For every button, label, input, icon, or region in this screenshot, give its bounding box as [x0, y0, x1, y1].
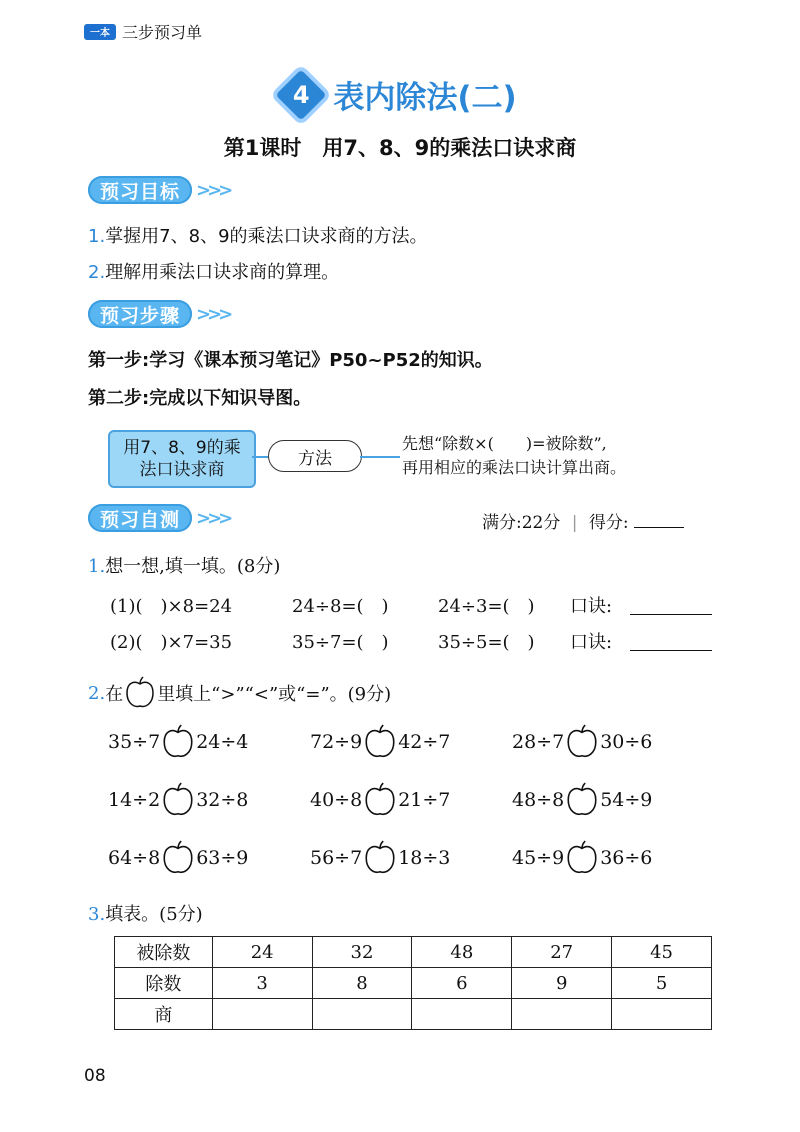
q1-title	[88, 552, 280, 578]
compare-right-expr: 18÷3	[398, 847, 451, 869]
chapter-title: 表内除法(二)	[333, 80, 517, 116]
mindmap-tip-line: 再用相应的乘法口诀计算出商。	[402, 458, 627, 477]
q1-text: 想一想,填一填。(8分)	[105, 556, 281, 577]
table-header-cell: 除数	[115, 968, 213, 999]
brand-text: 三步预习单	[122, 23, 203, 42]
compare-item	[108, 724, 248, 760]
chapter-number-badge	[276, 69, 327, 120]
compare-item	[512, 782, 652, 818]
table-cell: 32	[312, 937, 412, 968]
q3-title	[88, 900, 203, 926]
table-cell: 9	[512, 968, 612, 999]
compare-item	[108, 782, 248, 818]
table-cell: 6	[412, 968, 512, 999]
table-cell: 45	[612, 937, 712, 968]
q2-compare-grid	[108, 724, 708, 894]
compare-right-expr: 24÷4	[196, 731, 249, 753]
apple-outline-icon	[124, 676, 156, 710]
compare-item	[512, 724, 652, 760]
compare-item	[310, 724, 450, 760]
compare-right-expr: 30÷6	[600, 731, 653, 753]
q1-expr: 24÷3=( )	[438, 596, 535, 617]
score-box: 满分:22分 | 得分:	[482, 508, 684, 533]
apple-outline-icon[interactable]	[565, 724, 599, 760]
compare-left-expr: 40÷8	[310, 789, 363, 811]
apple-outline-icon[interactable]	[565, 840, 599, 876]
goal-number: 2.	[88, 262, 106, 283]
table-answer-cell[interactable]	[412, 999, 512, 1030]
lesson-title: 第1课时 用7、8、9的乘法口诀求商	[223, 136, 577, 160]
q3-table	[114, 936, 712, 1030]
compare-left-expr: 35÷7	[108, 731, 161, 753]
table-cell: 5	[612, 968, 712, 999]
compare-item	[310, 782, 450, 818]
q3-number: 3.	[88, 904, 106, 925]
got-score-label: 得分:	[588, 513, 629, 533]
brand-logo: 一本	[84, 24, 116, 40]
apple-outline-icon[interactable]	[161, 724, 195, 760]
q2-number: 2.	[88, 682, 106, 704]
mindmap-tip	[402, 432, 626, 480]
table-row	[115, 968, 712, 999]
compare-left-expr: 28÷7	[512, 731, 565, 753]
table-cell: 27	[512, 937, 612, 968]
compare-right-expr: 63÷9	[196, 847, 249, 869]
table-answer-cell[interactable]	[612, 999, 712, 1030]
table-cell: 48	[412, 937, 512, 968]
brand-header	[84, 20, 202, 43]
compare-left-expr: 14÷2	[108, 789, 161, 811]
q1-number: 1.	[88, 556, 106, 577]
mindmap-connector	[252, 456, 268, 458]
apple-outline-icon[interactable]	[363, 840, 397, 876]
chapter-number: 4	[292, 80, 310, 109]
apple-outline-icon[interactable]	[161, 782, 195, 818]
compare-right-expr: 42÷7	[398, 731, 451, 753]
compare-item	[512, 840, 652, 876]
mindmap-connector	[360, 456, 400, 458]
apple-outline-icon[interactable]	[363, 724, 397, 760]
compare-left-expr: 48÷8	[512, 789, 565, 811]
q3-text: 填表。(5分)	[105, 904, 203, 925]
mindmap-topic	[108, 430, 256, 488]
compare-left-expr: 56÷7	[310, 847, 363, 869]
mindmap-tip-line: 先想“除数×( )=被除数”,	[402, 434, 607, 453]
goal-text: 理解用乘法口诀求商的算理。	[105, 262, 340, 283]
table-cell: 8	[312, 968, 412, 999]
q1-mnemonic-blank[interactable]	[630, 628, 712, 651]
full-score: 满分:22分	[482, 513, 561, 533]
q1-expr: (2)( )×7=35	[110, 632, 233, 653]
compare-right-expr: 54÷9	[600, 789, 653, 811]
table-answer-cell[interactable]	[212, 999, 312, 1030]
q2-text-post: 里填上“>”“<”或“=”。(9分)	[157, 684, 392, 705]
q1-expr: (1)( )×8=24	[110, 596, 233, 617]
step-item: 第二步:完成以下知识导图。	[88, 388, 312, 409]
q1-expr: 24÷8=( )	[292, 596, 389, 617]
table-header-cell: 被除数	[115, 937, 213, 968]
table-cell: 3	[212, 968, 312, 999]
step-item: 第一步:学习《课本预习笔记》P50~P52的知识。	[88, 350, 493, 371]
section-steps	[88, 300, 229, 328]
table-row	[115, 999, 712, 1030]
q1-mnemonic-label: 口诀:	[570, 632, 613, 653]
apple-outline-icon[interactable]	[363, 782, 397, 818]
compare-item	[108, 840, 248, 876]
q1-expr: 35÷7=( )	[292, 632, 389, 653]
chevrons-icon: >>>	[196, 507, 230, 529]
q1-expr: 35÷5=( )	[438, 632, 535, 653]
table-cell: 24	[212, 937, 312, 968]
chevrons-icon: >>>	[196, 303, 230, 325]
mindmap-topic-text: 用7、8、9的乘法口诀求商	[123, 438, 241, 480]
compare-right-expr: 21÷7	[398, 789, 451, 811]
compare-left-expr: 64÷8	[108, 847, 161, 869]
compare-item	[310, 840, 450, 876]
goal-text: 掌握用7、8、9的乘法口诀求商的方法。	[105, 226, 428, 247]
q2-title	[88, 676, 391, 710]
apple-outline-icon[interactable]	[565, 782, 599, 818]
compare-right-expr: 36÷6	[600, 847, 653, 869]
page-number: 08	[84, 1066, 106, 1086]
table-header-cell: 商	[115, 999, 213, 1030]
table-row	[115, 937, 712, 968]
section-steps-label: 预习步骤	[88, 300, 192, 328]
section-test	[88, 504, 229, 532]
compare-right-expr: 32÷8	[196, 789, 249, 811]
compare-left-expr: 72÷9	[310, 731, 363, 753]
goal-number: 1.	[88, 226, 106, 247]
chevrons-icon: >>>	[196, 179, 230, 201]
table-answer-cell[interactable]	[512, 999, 612, 1030]
compare-left-expr: 45÷9	[512, 847, 565, 869]
mindmap-node: 方法	[268, 440, 362, 472]
section-test-label: 预习自测	[88, 504, 192, 532]
chapter-heading	[0, 72, 800, 117]
section-goals	[88, 176, 229, 204]
q1-mnemonic-label: 口诀:	[570, 596, 613, 617]
q1-mnemonic-blank[interactable]	[630, 592, 712, 615]
apple-outline-icon[interactable]	[161, 840, 195, 876]
goal-item	[88, 222, 428, 248]
got-score-blank[interactable]	[634, 527, 684, 528]
goal-item	[88, 258, 339, 284]
section-goals-label: 预习目标	[88, 176, 192, 204]
q2-text-pre: 在	[105, 684, 124, 705]
table-answer-cell[interactable]	[312, 999, 412, 1030]
